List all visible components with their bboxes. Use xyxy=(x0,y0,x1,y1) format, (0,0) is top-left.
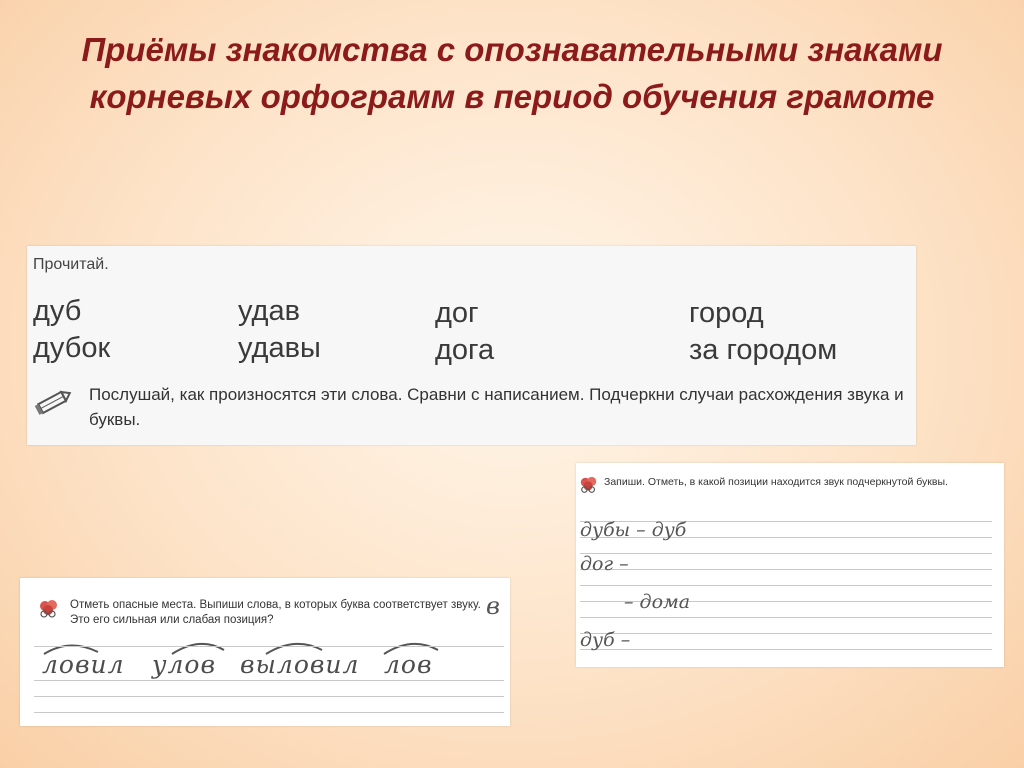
word: за городом xyxy=(689,334,838,366)
handwritten-word: выловил xyxy=(240,650,360,679)
ruled-line xyxy=(34,646,504,647)
exercise-read-panel xyxy=(27,246,916,445)
exercise-mark-panel xyxy=(20,578,510,726)
handwritten-line: дубы – дуб xyxy=(580,519,687,541)
slide-title: Приёмы знакомства с опознавательными знаками корневых орфограмм в период обучения грамоте xyxy=(81,31,943,115)
flower-icon xyxy=(577,475,601,500)
handwritten-line: дог – xyxy=(580,553,629,575)
exercise-heading: Прочитай. xyxy=(33,256,109,273)
word: удав xyxy=(238,295,300,327)
ruled-line xyxy=(580,633,992,634)
exercise-instruction: Запиши. Отметь, в какой позиции находится звук подчеркнутой буквы. xyxy=(604,476,948,488)
ruled-line xyxy=(580,553,992,554)
exercise-instruction: Отметь опасные места. Выпиши слова, в которых буква соответствует звуку. Это его сильная или слабая позиция? xyxy=(70,599,481,626)
word: дог xyxy=(435,297,479,329)
word: город xyxy=(689,297,764,329)
handwritten-word: лов xyxy=(384,650,433,679)
handwritten-word: ловил xyxy=(42,650,125,679)
exercise-write-panel xyxy=(576,463,1004,667)
handwritten-line: – дома xyxy=(624,591,691,613)
word: дуб xyxy=(33,295,82,327)
ruled-line xyxy=(34,680,504,681)
ruled-line xyxy=(34,696,504,697)
ruled-line xyxy=(34,712,504,713)
word: дога xyxy=(435,334,495,366)
word: удавы xyxy=(238,332,321,364)
ruled-line xyxy=(580,649,992,650)
ruled-line xyxy=(580,585,992,586)
handwritten-letter: в xyxy=(486,592,500,620)
exercise-instruction: Послушай, как произносятся эти слова. Сравни с написанием. Подчеркни случаи расхождения звука и буквы. xyxy=(89,385,904,429)
ruled-line xyxy=(580,617,992,618)
flower-icon xyxy=(36,598,62,625)
handwritten-line: дуб – xyxy=(580,629,631,651)
pencil-icon xyxy=(33,386,73,423)
word: дубок xyxy=(33,332,111,364)
handwritten-word: улов xyxy=(152,650,217,679)
ruled-line xyxy=(580,569,992,570)
